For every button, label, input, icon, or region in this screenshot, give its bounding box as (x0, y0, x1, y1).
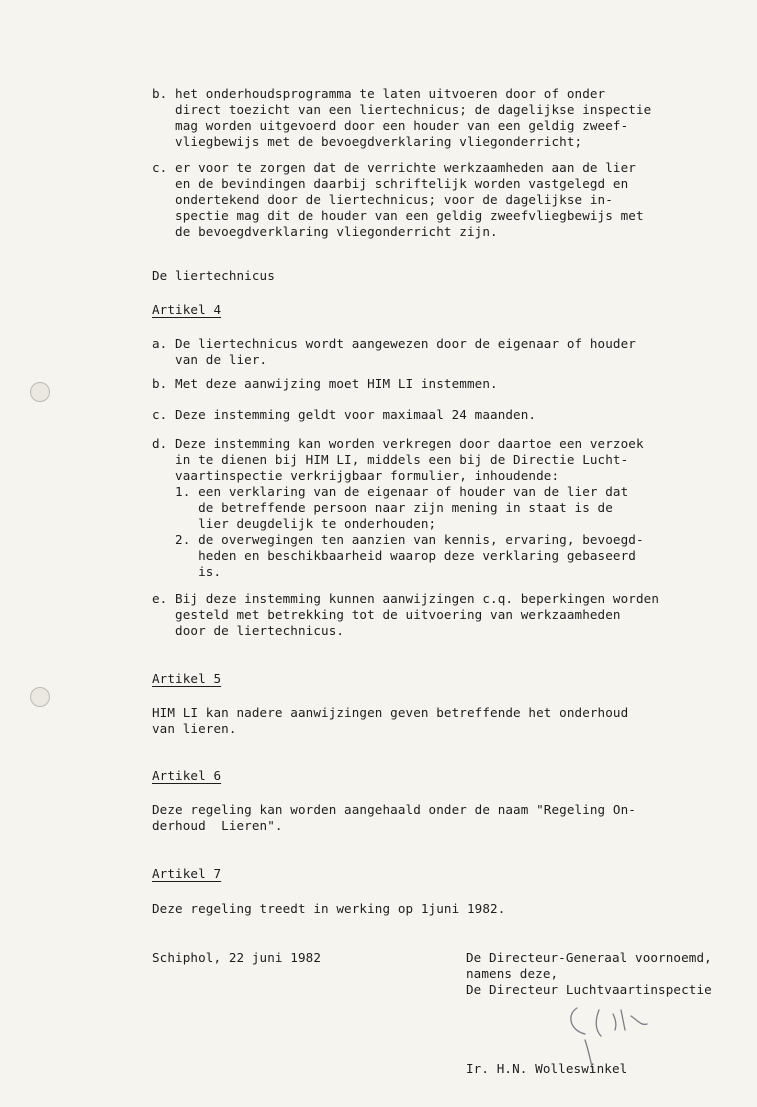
text-line-a7_1: Deze regeling treedt in werking op 1juni 1982. (152, 901, 506, 916)
text-line-a4e3: door de liertechnicus. (152, 623, 345, 638)
article-heading-art6: Artikel 6 (152, 768, 222, 783)
text-line-a4e2: gesteld met betrekking tot de uitvoering van werkzaamheden (152, 607, 621, 622)
punch-hole (30, 382, 50, 402)
text-line-a4a2: van de lier. (152, 352, 268, 367)
text-line-a4e1: e. Bij deze instemming kunnen aanwijzingen c.q. beperkingen worden (152, 591, 660, 606)
text-line-a4d2: in te dienen bij HIM LI, middels een bij de Directie Lucht- (152, 452, 629, 467)
text-line-a4d3: vaartinspectie verkrijgbaar formulier, inhoudende: (152, 468, 560, 483)
text-line-a4b: b. Met deze aanwijzing moet HIM LI instemmen. (152, 376, 498, 391)
text-line-a6_2: derhoud Lieren". (152, 818, 283, 833)
text-line-sig1: De Directeur-Generaal voornoemd, (466, 950, 712, 965)
text-line-c5: de bevoegdverklaring vliegonderricht zijn. (152, 224, 498, 239)
text-line-sig2: namens deze, (466, 966, 559, 981)
text-line-a4c: c. Deze instemming geldt voor maximaal 24 maanden. (152, 407, 537, 422)
article-heading-art5: Artikel 5 (152, 671, 222, 686)
punch-hole (30, 687, 50, 707)
article-heading-art7: Artikel 7 (152, 866, 222, 881)
text-line-a4d5: de betreffende persoon naar zijn mening in staat is de (152, 500, 613, 515)
text-line-h_lier: De liertechnicus (152, 268, 275, 283)
text-line-b1: b. het onderhoudsprogramma te laten uitvoeren door of onder (152, 86, 606, 101)
text-line-a5_1: HIM LI kan nadere aanwijzingen geven betreffende het onderhoud (152, 705, 629, 720)
text-line-signer: Ir. H.N. Wolleswinkel (466, 1061, 628, 1076)
text-line-c4: spectie mag dit de houder van een geldig zweefvliegbewijs met (152, 208, 644, 223)
text-line-a5_2: van lieren. (152, 721, 237, 736)
text-line-place: Schiphol, 22 juni 1982 (152, 950, 322, 965)
text-line-a4d6: lier deugdelijk te onderhouden; (152, 516, 437, 531)
text-line-a4a1: a. De liertechnicus wordt aangewezen door de eigenaar of houder (152, 336, 636, 351)
text-line-a4d8: heden en beschikbaarheid waarop deze verklaring gebaseerd (152, 548, 636, 563)
article-heading-art4: Artikel 4 (152, 302, 222, 317)
text-line-b4: vliegbewijs met de bevoegdverklaring vliegonderricht; (152, 134, 583, 149)
text-line-a4d9: is. (152, 564, 222, 579)
text-line-a4d4: 1. een verklaring van de eigenaar of houder van de lier dat (152, 484, 629, 499)
text-line-c3: ondertekend door de liertechnicus; voor de dagelijkse in- (152, 192, 613, 207)
text-line-c1: c. er voor te zorgen dat de verrichte werkzaamheden aan de lier (152, 160, 636, 175)
text-line-sig3: De Directeur Luchtvaartinspectie (466, 982, 712, 997)
text-line-b3: mag worden uitgevoerd door een houder van een geldig zweef- (152, 118, 629, 133)
text-line-a6_1: Deze regeling kan worden aangehaald onder de naam "Regeling On- (152, 802, 636, 817)
text-line-c2: en de bevindingen daarbij schriftelijk worden vastgelegd en (152, 176, 629, 191)
text-line-a4d7: 2. de overwegingen ten aanzien van kennis, ervaring, bevoegd- (152, 532, 644, 547)
text-line-b2: direct toezicht van een liertechnicus; de dagelijkse inspectie (152, 102, 652, 117)
text-line-a4d1: d. Deze instemming kan worden verkregen door daartoe een verzoek (152, 436, 644, 451)
